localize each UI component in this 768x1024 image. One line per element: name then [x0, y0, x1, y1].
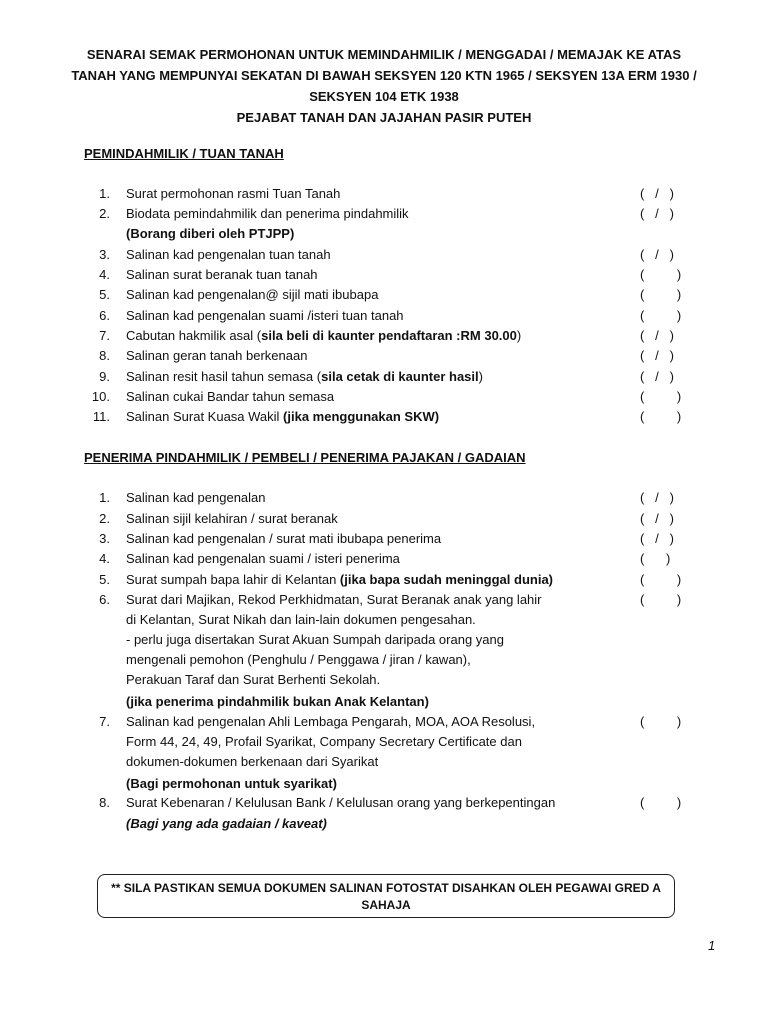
checkbox-mark: ( ) [640, 409, 682, 424]
checkbox-mark: ( / ) [640, 247, 674, 262]
item-number: 4. [99, 551, 110, 566]
item-number: 7. [99, 328, 110, 343]
item-number: 6. [99, 592, 110, 607]
section-title-penerima: PENERIMA PINDAHMILIK / PEMBELI / PENERIMA PAJAKAN / GADAIAN [84, 450, 526, 465]
item-bold-note: (jika bapa sudah meninggal dunia) [339, 572, 554, 587]
section1-item-11 [0, 407, 768, 427]
section2-item-6 [0, 590, 768, 610]
item-number: 8. [99, 348, 110, 363]
item-number: 2. [99, 511, 110, 526]
section2-item7-cont-1: Form 44, 24, 49, Profail Syarikat, Company Secretary Certificate dan [126, 734, 522, 749]
checkbox-mark: ( ) [640, 308, 682, 323]
item-text: Surat dari Majikan, Rekod Perkhidmatan, Surat Beranak anak yang lahir [126, 592, 542, 607]
checkbox-mark: ( / ) [640, 348, 674, 363]
item-text: Salinan Surat Kuasa Wakil (jika menggunakan SKW) [126, 409, 440, 424]
item-text: Biodata pemindahmilik dan penerima pindahmilik [126, 206, 409, 221]
item-text: Salinan kad pengenalan tuan tanah [126, 247, 331, 262]
item-text: Salinan kad pengenalan suami / isteri penerima [126, 551, 400, 566]
section2-item6-note: (jika penerima pindahmilik bukan Anak Kelantan) [126, 694, 429, 709]
header-line-2: TANAH YANG MEMPUNYAI SEKATAN DI BAWAH SEKSYEN 120 KTN 1965 / SEKSYEN 13A ERM 1930 / [71, 68, 697, 83]
item-number: 3. [99, 247, 110, 262]
notice-line-2: SAHAJA [361, 898, 411, 912]
page-number: 1 [708, 938, 716, 953]
item-number: 1. [99, 490, 110, 505]
item-text: Salinan kad pengenalan [126, 490, 266, 505]
header-line-1: SENARAI SEMAK PERMOHONAN UNTUK MEMINDAHMILIK / MENGGADAI / MEMAJAK KE ATAS [86, 47, 682, 62]
checkbox-mark: ( ) [640, 714, 682, 729]
section1-item2-note: (Borang diberi oleh PTJPP) [126, 226, 295, 241]
item-bold-note: sila beli di kaunter pendaftaran :RM 30.00 [261, 328, 517, 343]
section1-item-4 [0, 265, 768, 285]
checkbox-mark: ( ) [640, 389, 682, 404]
section2-item6-cont-1: di Kelantan, Surat Nikah dan lain-lain dokumen pengesahan. [126, 612, 476, 627]
item-text: Salinan surat beranak tuan tanah [126, 267, 318, 282]
item-number: 3. [99, 531, 110, 546]
header-line-3: SEKSYEN 104 ETK 1938 [309, 89, 459, 104]
document-header [40, 44, 728, 128]
checkbox-mark: ( / ) [640, 531, 674, 546]
item-text: Surat sumpah bapa lahir di Kelantan (jika bapa sudah meninggal dunia) [126, 572, 554, 587]
item-text: Salinan kad pengenalan / surat mati ibubapa penerima [126, 531, 442, 546]
section1-item-7 [0, 326, 768, 346]
section-title-pemindahmilik: PEMINDAHMILIK / TUAN TANAH [84, 146, 284, 161]
section2-item6-cont-3: mengenali pemohon (Penghulu / Penggawa / jiran / kawan), [126, 652, 471, 667]
checkbox-mark: ( ) [640, 592, 682, 607]
section2-item-7 [0, 712, 768, 732]
item-number: 11. [92, 409, 110, 424]
checkbox-mark: ( / ) [640, 369, 674, 384]
notice-box [97, 874, 675, 918]
checkbox-mark: ( / ) [640, 186, 674, 201]
section2-item-1 [0, 488, 768, 508]
item-number: 2. [99, 206, 110, 221]
checkbox-mark: ( ) [640, 551, 671, 566]
section1-item-6 [0, 306, 768, 326]
section1-item-8 [0, 346, 768, 366]
item-number: 5. [99, 572, 110, 587]
item-bold-note: (jika menggunakan SKW) [283, 409, 440, 424]
checkbox-mark: ( ) [640, 795, 682, 810]
section2-item-2 [0, 509, 768, 529]
item-number: 1. [99, 186, 110, 201]
section2-item7-cont-2: dokumen-dokumen berkenaan dari Syarikat [126, 754, 379, 769]
item-text: Salinan kad pengenalan suami /isteri tuan tanah [126, 308, 404, 323]
checkbox-mark: ( / ) [640, 328, 674, 343]
section1-item-2 [0, 204, 768, 224]
item-number: 4. [99, 267, 110, 282]
section2-item7-note: (Bagi permohonan untuk syarikat) [126, 776, 337, 791]
item-text: Salinan kad pengenalan@ sijil mati ibubapa [126, 287, 379, 302]
section1-item-9 [0, 367, 768, 387]
checkbox-mark: ( ) [640, 287, 682, 302]
item-text: Salinan kad pengenalan Ahli Lembaga Pengarah, MOA, AOA Resolusi, [126, 714, 536, 729]
item-text: Cabutan hakmilik asal (sila beli di kaunter pendaftaran :RM 30.00) [126, 328, 522, 343]
item-text: Salinan cukai Bandar tahun semasa [126, 389, 335, 404]
section2-item6-cont-2: - perlu juga disertakan Surat Akuan Sumpah daripada orang yang [126, 632, 504, 647]
notice-line-1: ** SILA PASTIKAN SEMUA DOKUMEN SALINAN FOTOSTAT DISAHKAN OLEH PEGAWAI GRED A [111, 881, 661, 895]
item-number: 10. [91, 389, 110, 404]
section2-item-4 [0, 549, 768, 569]
item-text: Surat permohonan rasmi Tuan Tanah [126, 186, 341, 201]
item-number: 7. [99, 714, 110, 729]
section2-item-3 [0, 529, 768, 549]
checkbox-mark: ( / ) [640, 511, 674, 526]
item-number: 9. [99, 369, 110, 384]
item-text: Salinan geran tanah berkenaan [126, 348, 308, 363]
checkbox-mark: ( / ) [640, 206, 674, 221]
item-text: Salinan resit hasil tahun semasa (sila cetak di kaunter hasil) [126, 369, 483, 384]
section1-item-3 [0, 245, 768, 265]
section2-item8-note: (Bagi yang ada gadaian / kaveat) [126, 816, 327, 831]
checkbox-mark: ( ) [640, 267, 682, 282]
item-number: 6. [99, 308, 110, 323]
item-text: Salinan sijil kelahiran / surat beranak [126, 511, 338, 526]
item-number: 5. [99, 287, 110, 302]
checkbox-mark: ( ) [640, 572, 682, 587]
item-text: Surat Kebenaran / Kelulusan Bank / Kelulusan orang yang berkepentingan [126, 795, 556, 810]
section1-item-10 [0, 387, 768, 407]
item-bold-note: sila cetak di kaunter hasil [321, 369, 479, 384]
header-line-4: PEJABAT TANAH DAN JAJAHAN PASIR PUTEH [236, 110, 532, 125]
section1-item-1 [0, 184, 768, 204]
item-number: 8. [99, 795, 110, 810]
checkbox-mark: ( / ) [640, 490, 674, 505]
section2-item6-cont-4: Perakuan Taraf dan Surat Berhenti Sekolah. [126, 672, 381, 687]
section2-item-8 [0, 793, 768, 813]
section1-item-5 [0, 285, 768, 305]
section2-item-5 [0, 570, 768, 590]
